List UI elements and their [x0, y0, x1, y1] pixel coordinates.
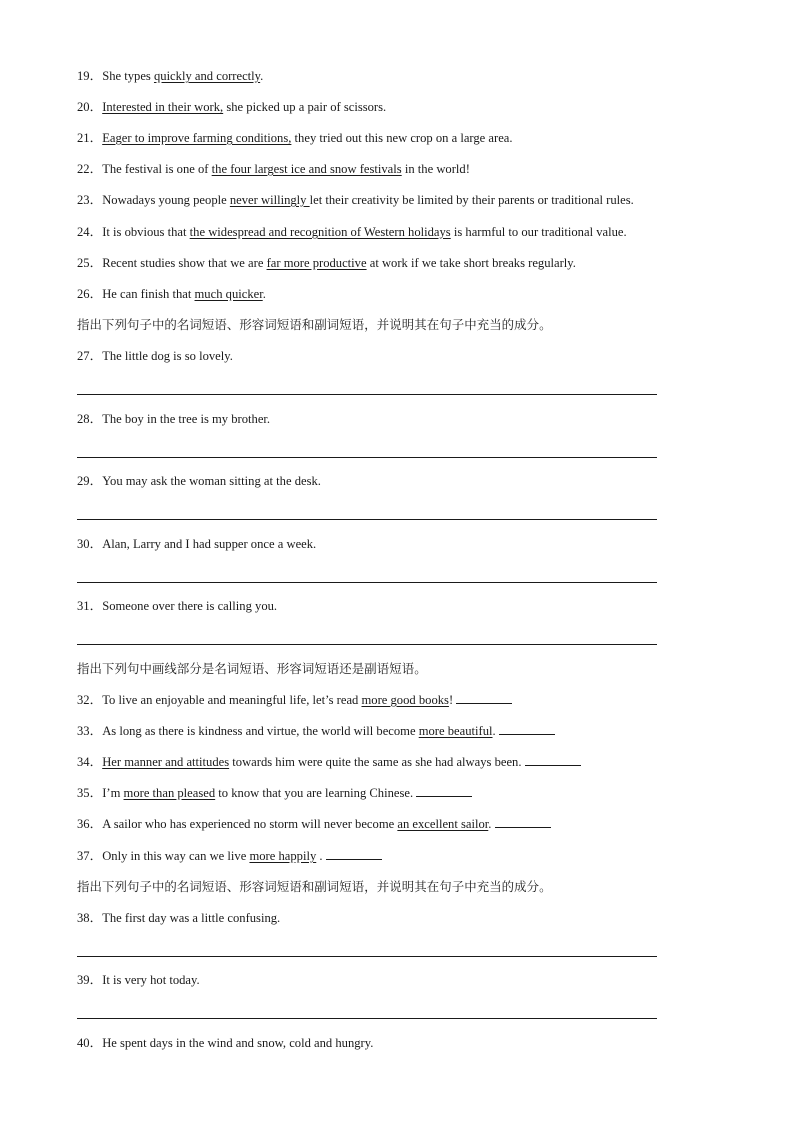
sentence-text: towards him were quite the same as she had always been. — [229, 755, 525, 769]
answer-blank[interactable] — [495, 816, 551, 828]
sentence-text: . — [262, 287, 266, 301]
question-35 — [77, 785, 472, 801]
underlined-phrase: Interested in their work, — [102, 100, 224, 114]
sentence-text: she picked up a pair of scissors. — [223, 100, 387, 114]
sentence-text: . — [316, 849, 326, 863]
question-number: 33． — [77, 724, 103, 738]
question-23 — [77, 192, 634, 208]
question-29 — [77, 473, 321, 489]
sentence-text: As long as there is kindness and virtue, the world will become — [102, 724, 419, 738]
question-33 — [77, 723, 555, 739]
question-number: 37． — [77, 849, 103, 863]
answer-line-29[interactable] — [77, 519, 657, 520]
underlined-phrase: Her manner and attitudes — [102, 755, 230, 769]
question-number: 30． — [77, 537, 103, 551]
question-39 — [77, 972, 200, 988]
answer-blank[interactable] — [499, 723, 555, 735]
sentence-text: Recent studies show that we are — [102, 256, 267, 270]
question-number: 28． — [77, 412, 103, 426]
underlined-phrase: far more productive — [266, 256, 367, 270]
answer-blank[interactable] — [326, 848, 382, 860]
question-24 — [77, 224, 627, 240]
question-37 — [77, 848, 382, 864]
question-38 — [77, 910, 280, 926]
sentence-text: It is very hot today. — [102, 973, 200, 987]
question-number: 25． — [77, 256, 103, 270]
answer-line-30[interactable] — [77, 582, 657, 583]
question-20 — [77, 99, 386, 115]
sentence-text: Only in this way can we live — [102, 849, 250, 863]
sentence-text: A sailor who has experienced no storm will never become — [102, 817, 398, 831]
underlined-phrase: more beautiful — [418, 724, 493, 738]
answer-line-38[interactable] — [77, 956, 657, 957]
sentence-text: The boy in the tree is my brother. — [102, 412, 271, 426]
answer-line-28[interactable] — [77, 457, 657, 458]
answer-blank[interactable] — [456, 692, 512, 704]
sentence-text: He can finish that — [102, 287, 195, 301]
section-instruction: 指出下列句中画线部分是名词短语、形容词短语还是副语短语。 — [77, 661, 427, 676]
underlined-phrase: the four largest ice and snow festivals — [211, 162, 402, 176]
question-30 — [77, 536, 316, 552]
sentence-text: in the world! — [401, 162, 470, 176]
underlined-phrase: the widespread and recognition of Western holidays — [189, 225, 451, 239]
answer-line-31[interactable] — [77, 644, 657, 645]
question-number: 29． — [77, 474, 103, 488]
underlined-phrase: an excellent sailor — [397, 817, 489, 831]
question-28 — [77, 411, 270, 427]
underlined-phrase: more than pleased — [123, 786, 216, 800]
question-number: 20． — [77, 100, 103, 114]
sentence-text: To live an enjoyable and meaningful life, let’s read — [102, 693, 362, 707]
question-number: 40． — [77, 1036, 103, 1050]
section-instruction: 指出下列句子中的名词短语、形容词短语和副词短语，并说明其在句子中充当的成分。 — [77, 879, 552, 894]
sentence-text: they tried out this new crop on a large area. — [291, 131, 513, 145]
sentence-text: let their creativity be limited by their parents or traditional rules. — [309, 193, 634, 207]
section-instruction: 指出下列句子中的名词短语、形容词短语和副词短语，并说明其在句子中充当的成分。 — [77, 317, 552, 332]
sentence-text: . — [260, 69, 264, 83]
question-31 — [77, 598, 277, 614]
question-number: 22． — [77, 162, 103, 176]
question-26 — [77, 286, 266, 302]
sentence-text: The first day was a little confusing. — [102, 911, 281, 925]
question-25 — [77, 255, 576, 271]
question-40 — [77, 1035, 373, 1051]
question-number: 35． — [77, 786, 103, 800]
answer-blank[interactable] — [525, 754, 581, 766]
question-number: 32． — [77, 693, 103, 707]
sentence-text: Nowadays young people — [102, 193, 230, 207]
sentence-text: . — [492, 724, 499, 738]
question-36 — [77, 816, 551, 832]
question-22 — [77, 161, 470, 177]
question-32 — [77, 692, 512, 708]
answer-line-27[interactable] — [77, 394, 657, 395]
sentence-text: is harmful to our traditional value. — [450, 225, 627, 239]
sentence-text: The little dog is so lovely. — [102, 349, 233, 363]
sentence-text: The festival is one of — [102, 162, 212, 176]
underlined-phrase: never willingly — [229, 193, 310, 207]
question-number: 39． — [77, 973, 103, 987]
underlined-phrase: Eager to improve farming conditions, — [102, 131, 292, 145]
underlined-phrase: much quicker — [194, 287, 263, 301]
question-27 — [77, 348, 233, 364]
question-21 — [77, 130, 513, 146]
sentence-text: She types — [102, 69, 154, 83]
answer-line-39[interactable] — [77, 1018, 657, 1019]
sentence-text: I’m — [102, 786, 124, 800]
question-number: 36． — [77, 817, 103, 831]
question-number: 34． — [77, 755, 103, 769]
question-number: 24． — [77, 225, 103, 239]
underlined-phrase: more good books — [361, 693, 449, 707]
question-number: 23． — [77, 193, 103, 207]
question-number: 38． — [77, 911, 103, 925]
sentence-text: ! — [448, 693, 457, 707]
sentence-text: He spent days in the wind and snow, cold and hungry. — [102, 1036, 374, 1050]
question-number: 27． — [77, 349, 103, 363]
underlined-phrase: quickly and correctly — [153, 69, 261, 83]
sentence-text: at work if we take short breaks regularly. — [366, 256, 576, 270]
question-number: 21． — [77, 131, 103, 145]
question-number: 19． — [77, 69, 103, 83]
sentence-text: It is obvious that — [102, 225, 190, 239]
question-19 — [77, 68, 263, 84]
question-number: 26． — [77, 287, 103, 301]
sentence-text: You may ask the woman sitting at the desk. — [102, 474, 321, 488]
sentence-text: to know that you are learning Chinese. — [215, 786, 417, 800]
underlined-phrase: more happily — [249, 849, 317, 863]
question-number: 31． — [77, 599, 103, 613]
sentence-text: Alan, Larry and I had supper once a week. — [102, 537, 317, 551]
sentence-text: Someone over there is calling you. — [102, 599, 278, 613]
answer-blank[interactable] — [416, 785, 472, 797]
question-34 — [77, 754, 581, 770]
sentence-text: . — [488, 817, 495, 831]
